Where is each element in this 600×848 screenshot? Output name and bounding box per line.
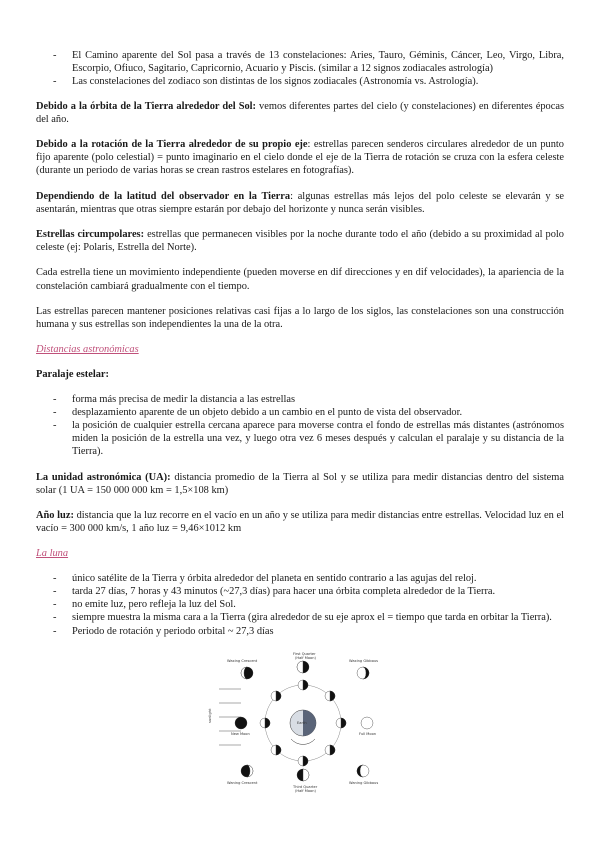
section-link: Distancias astronómicas [36,344,139,356]
zodiac-list [36,49,564,89]
list-item: - forma más precisa de medir la distancia a las estrellas [36,393,564,406]
label-third-quarter-sub: (Half Moon) [295,789,316,793]
bold-term: Año luz: [36,510,74,522]
label-full-moon: Full Moon [359,732,377,736]
label-waxing-crescent: Waxing Crescent [227,659,258,663]
label-waxing-gibbous: Waxing Gibbous [349,659,379,663]
paragraph-text: estrellas que permanecen visibles por la noche durante todo el año (debido a su proximidad al polo celeste (ej: Polaris, Estrella del Norte). [36,229,564,254]
paralaje-title [36,368,564,381]
list-item: - no emite luz, pero refleja la luz del Sol. [36,598,564,611]
bold-term: Paralaje estelar: [36,369,109,381]
sunlight-rays [219,689,241,745]
paragraph-orbita [36,100,564,126]
list-item: - siempre muestra la misma cara a la Tierra (gira alrededor de su eje aprox el = tiempo que tarda en orbitar la Tierra). [36,611,564,624]
earth-label: Earth [297,721,307,725]
label-new-moon: New Moon [231,732,250,736]
moon-full-icon [361,717,373,729]
paragraph-text: : estrellas parecen senderos circulares alrededor de un punto fijo aparente (polo celestial) = punto imaginario en el cielo donde el eje de la Tierra de rotación se cruza con la esfera celeste (durante un periodo de varias horas se crean rastros estelares en fotografías). [36,139,564,177]
label-first-quarter-sub: (Half Moon) [295,656,316,660]
moon-phases-svg [205,651,400,795]
paragraph-text: vemos diferentes partes del cielo (y constelaciones) en diferentes épocas del año. [36,100,564,125]
bold-term: Dependiendo de la latitud del observador en la Tierra [36,190,291,202]
paragraph-ua [36,471,564,497]
bold-term: Estrellas circumpolares: [36,229,145,241]
section-title-luna [36,547,564,560]
paralaje-list [36,393,564,459]
paragraph-rotacion [36,138,564,178]
rotation-arrow-icon [291,739,315,744]
list-item: - la posición de cualquier estrella cercana aparece para moverse contra el fondo de estrellas más distantes (astrónomos miden la posición de la estrella una vez, y luego otra vez 6 meses después y calculan el paralaje y su distancia de la Tierra). [36,419,564,459]
paragraph-posiciones: Las estrellas parecen mantener posiciones relativas casi fijas a lo largo de los siglos, las constelaciones son una construcción humana y sus estrellas son independientes la una de la otra. [36,305,564,331]
bold-term: La unidad astronómica (UA): [36,471,171,483]
label-waning-gibbous: Waning Gibbous [349,781,379,785]
list-item: - único satélite de la Tierra y órbita alrededor del planeta en sentido contrario a las agujas del reloj. [36,572,564,585]
moon-phases-diagram [205,651,400,795]
paragraph-text: distancia promedio de la Tierra al Sol y se utiliza para medir distancias dentro del sistema solar (1 UA = 150 000 000 km = 1,5×108 km) [36,471,564,496]
paragraph-latitud [36,190,564,216]
section-link: La luna [36,548,69,560]
section-title-distancias [36,343,564,356]
list-item: - tarda 27 días, 7 horas y 43 minutos (~27,3 días) para hacer una órbita completa alrededor de la Tierra. [36,585,564,598]
moon-new-icon [235,717,247,729]
bold-term: Debido a la rotación de la Tierra alrededor de su propio eje [36,139,308,151]
paragraph-text: distancia que la luz recorre en el vacío en un año y se utiliza para medir distancias entre estrellas. Velocidad luz en el vacío = 300 000 km/s, 1 año luz = 9,46×1012 km [36,510,564,535]
paragraph-text: : algunas estrellas más lejos del polo celeste se elevarán y se asentarán, mientras que otras siempre estarán por debajo del horizonte y nunca serán visibles. [36,190,564,215]
list-item: - El Camino aparente del Sol pasa a través de 13 constelaciones: Aries, Tauro, Géminis, Cáncer, Leo, Virgo, Libra, Escorpio, Ofiuco, Sagitario, Capricornio, Acuario y Piscis. (similar a 12 signos zodiacales astrología) [36,49,564,75]
document-content [36,49,564,638]
label-first-quarter: First Quarter [293,652,316,656]
label-waning-crescent: Waning Crescent [227,781,258,785]
bold-term: Debido a la órbita de la Tierra alrededor del Sol: [36,100,257,112]
list-item: - Las constelaciones del zodiaco son distintas de los signos zodiacales (Astronomía vs. Astrología). [36,75,564,88]
paragraph-circumpolares [36,228,564,254]
list-item: - desplazamiento aparente de un objeto debido a un cambio en el punto de vista del observador. [36,406,564,419]
label-third-quarter: Third Quarter [293,785,318,789]
paragraph-movimiento: Cada estrella tiene un movimiento independiente (pueden moverse en dif direcciones y en dif velocidades), la apariencia de la constelación cambiará gradualmente con el tiempo. [36,267,564,292]
sunlight-label: sunlight [208,708,212,723]
luna-list [36,572,564,638]
list-item: - Periodo de rotación y periodo orbital ~ 27,3 días [36,625,564,638]
paragraph-ano-luz [36,509,564,535]
